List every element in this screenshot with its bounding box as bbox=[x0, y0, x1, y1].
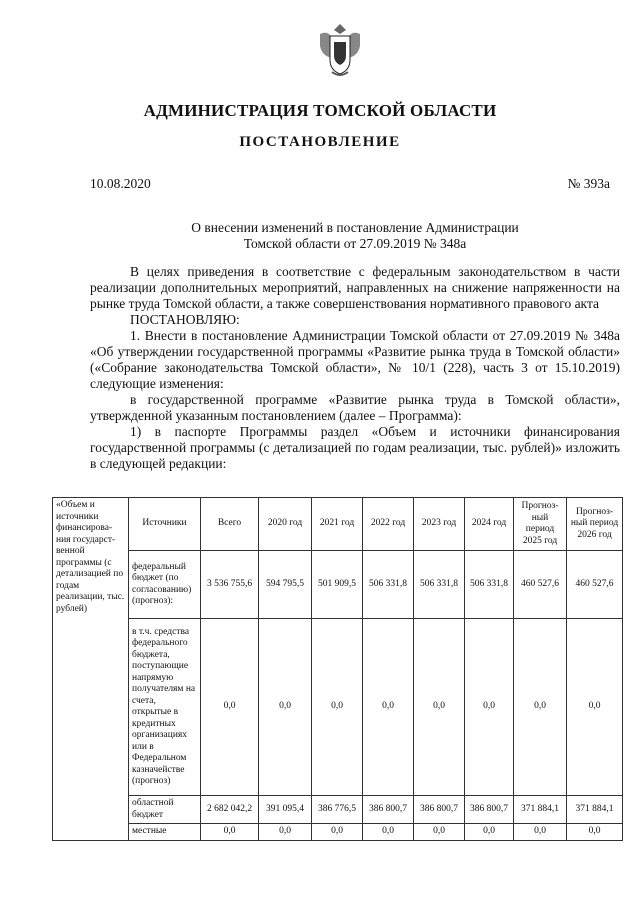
paragraph-resolve: ПОСТАНОВЛЯЮ: bbox=[130, 312, 240, 327]
value-cell: 460 527,6 bbox=[567, 551, 623, 619]
column-header: Источники bbox=[129, 498, 201, 551]
value-cell: 506 331,8 bbox=[363, 551, 414, 619]
value-cell: 0,0 bbox=[465, 824, 514, 841]
value-cell: 386 776,5 bbox=[312, 796, 363, 824]
document-subject bbox=[90, 220, 620, 252]
coat-of-arms-emblem bbox=[318, 22, 362, 80]
document-number: № 393а bbox=[567, 176, 610, 191]
value-cell: 0,0 bbox=[567, 619, 623, 796]
value-cell: 0,0 bbox=[312, 824, 363, 841]
source-cell: федеральный бюджет (по согласованию) (прогноз): bbox=[129, 551, 201, 619]
column-header: 2023 год bbox=[414, 498, 465, 551]
value-cell: 0,0 bbox=[414, 824, 465, 841]
paragraph: 1) в паспорте Программы раздел «Объем и источники финансирования государственной программы (с детализацией по годам реализации, тыс. рублей)» изложить в следующей редакции: bbox=[90, 424, 620, 471]
value-cell: 506 331,8 bbox=[465, 551, 514, 619]
value-cell: 391 095,4 bbox=[259, 796, 312, 824]
paragraph: 1. Внести в постановление Администрации Томской области от 27.09.2019 № 348а «Об утверждении государственной программы «Развитие рынка труда в Томской области» («Собрание законодательства Томской области», № 10/1 (228), часть 3 от 15.10.2019) следующие изменения: bbox=[90, 328, 620, 391]
value-cell: 0,0 bbox=[567, 824, 623, 841]
document-date: 10.08.2020 bbox=[90, 176, 151, 191]
value-cell: 2 682 042,2 bbox=[201, 796, 259, 824]
value-cell: 506 331,8 bbox=[414, 551, 465, 619]
value-cell: 0,0 bbox=[363, 619, 414, 796]
table-row bbox=[53, 824, 623, 841]
value-cell: 0,0 bbox=[201, 824, 259, 841]
value-cell: 594 795,5 bbox=[259, 551, 312, 619]
document-type: ПОСТАНОВЛЕНИЕ bbox=[239, 134, 401, 150]
organization-title: АДМИНИСТРАЦИЯ ТОМСКОЙ ОБЛАСТИ bbox=[143, 101, 497, 120]
source-cell: областной бюджет bbox=[129, 796, 201, 824]
row-label: «Объем и источники финансирова-ния государст-венной программы (с детализацией по годам реализации, тыс. рублей) bbox=[53, 498, 129, 841]
subject-line: О внесении изменений в постановление Администрации bbox=[191, 220, 519, 235]
value-cell: 0,0 bbox=[514, 824, 567, 841]
value-cell: 3 536 755,6 bbox=[201, 551, 259, 619]
value-cell: 371 884,1 bbox=[567, 796, 623, 824]
table-row bbox=[53, 551, 623, 619]
column-header: 2020 год bbox=[259, 498, 312, 551]
column-header: Прогноз-ный период 2025 год bbox=[514, 498, 567, 551]
value-cell: 386 800,7 bbox=[465, 796, 514, 824]
value-cell: 371 884,1 bbox=[514, 796, 567, 824]
source-cell: местные bbox=[129, 824, 201, 841]
column-header: 2022 год bbox=[363, 498, 414, 551]
value-cell: 0,0 bbox=[259, 824, 312, 841]
column-header: 2024 год bbox=[465, 498, 514, 551]
value-cell: 0,0 bbox=[363, 824, 414, 841]
value-cell: 501 909,5 bbox=[312, 551, 363, 619]
value-cell: 386 800,7 bbox=[363, 796, 414, 824]
paragraph: В целях приведения в соответствие с федеральным законодательством в части реализации дополнительных мероприятий, направленных на снижение напряженности на рынке труда Томской области, а также совершенствования нормативного правового акта bbox=[90, 264, 620, 311]
table-row bbox=[53, 619, 623, 796]
value-cell: 0,0 bbox=[465, 619, 514, 796]
paragraph: в государственной программе «Развитие рынка труда в Томской области», утвержденной указанным постановлением (далее – Программа): bbox=[90, 392, 620, 423]
column-header: 2021 год bbox=[312, 498, 363, 551]
document-body bbox=[90, 264, 620, 472]
value-cell: 0,0 bbox=[414, 619, 465, 796]
value-cell: 0,0 bbox=[514, 619, 567, 796]
value-cell: 460 527,6 bbox=[514, 551, 567, 619]
table-header-row bbox=[53, 498, 623, 551]
value-cell: 0,0 bbox=[201, 619, 259, 796]
source-cell: в т.ч. средства федерального бюджета, поступающие напрямую получателям на счета, открытые в кредитных организациях или в Федеральном казначействе (прогноз) bbox=[129, 619, 201, 796]
value-cell: 0,0 bbox=[259, 619, 312, 796]
column-header: Всего bbox=[201, 498, 259, 551]
value-cell: 386 800,7 bbox=[414, 796, 465, 824]
financing-table bbox=[52, 497, 623, 841]
value-cell: 0,0 bbox=[312, 619, 363, 796]
column-header: Прогноз-ный период 2026 год bbox=[567, 498, 623, 551]
table-row bbox=[53, 796, 623, 824]
subject-line: Томской области от 27.09.2019 № 348а bbox=[243, 236, 467, 251]
